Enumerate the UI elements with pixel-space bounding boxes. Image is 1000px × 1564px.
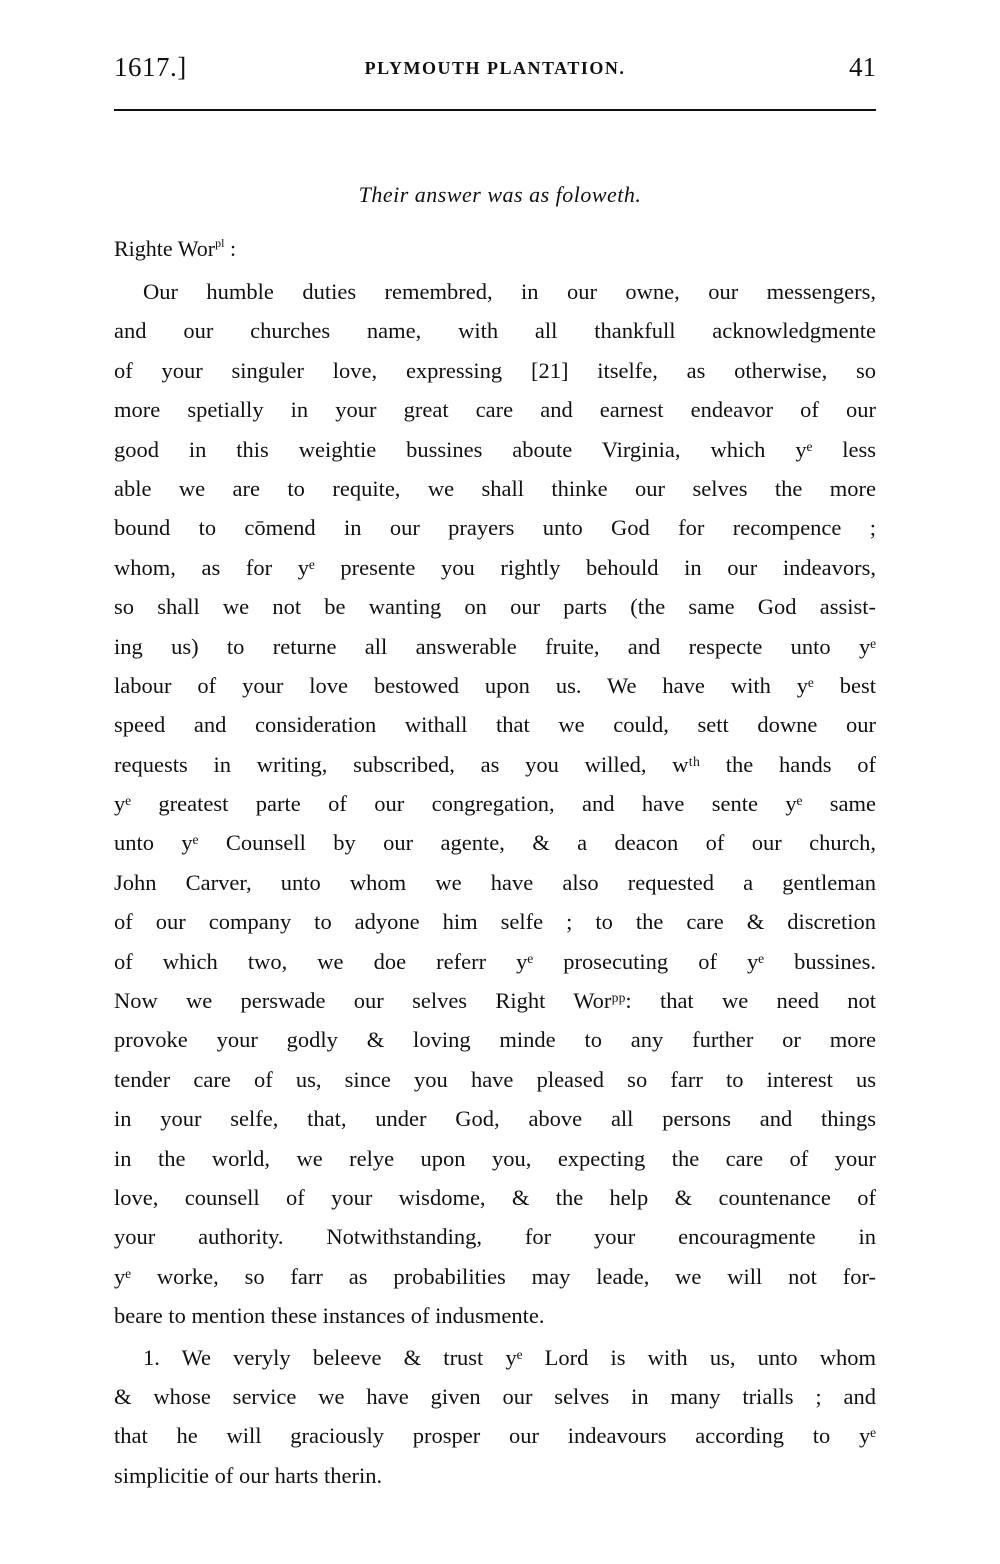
text-line: of which two, we doe referr yᵉ prosecuting of yᵉ bussines. (114, 948, 876, 974)
text-line: bound to cōmend in our prayers unto God for recompence ; (114, 515, 876, 541)
text-line: speed and consideration withall that we could, sett downe our (114, 712, 876, 738)
text-line: requests in writing, subscribed, as you willed, wᵗʰ the hands of (114, 751, 876, 777)
salutation (114, 236, 236, 262)
text-line: simplicitie of our harts therin. (114, 1462, 383, 1488)
paragraph-2 (114, 1338, 876, 1496)
text-line: more spetially in your great care and earnest endeavor of our (114, 397, 876, 423)
text-line: your authority. Notwithstanding, for your encouragmente in (114, 1224, 876, 1250)
salutation-text: Righte Wor (114, 236, 216, 261)
text-line: Our humble duties remembred, in our owne, our messengers, (143, 279, 876, 304)
header-title: PLYMOUTH PLANTATION. (364, 58, 626, 78)
text-line: love, counsell of your wisdome, & the help & countenance of (114, 1184, 876, 1210)
text-line: in your selfe, that, under God, above all persons and things (114, 1106, 876, 1132)
text-line: provoke your godly & loving minde to any further or more (114, 1027, 876, 1053)
text-line: good in this weightie bussines aboute Virginia, which yᵉ less (114, 436, 876, 462)
text-line: tender care of us, since you have pleased so farr to interest us (114, 1066, 876, 1092)
text-line: and our churches name, with all thankfull acknowledgmente (114, 318, 876, 344)
text-line: ing us) to returne all answerable fruite, and respecte unto yᵉ (114, 633, 876, 659)
section-subtitle: Their answer was as foloweth. (358, 182, 642, 207)
salutation-superscript: pl (215, 236, 225, 250)
text-line: in the world, we relye upon you, expecting the care of your (114, 1145, 876, 1171)
text-line: unto yᵉ Counsell by our agente, & a deacon of our church, (114, 830, 876, 856)
text-line: of our company to adyone him selfe ; to the care & discretion (114, 909, 876, 935)
text-line: Now we perswade our selves Right Worᵖᵖ: that we need not (114, 988, 876, 1014)
text-line: that he will graciously prosper our indeavours according to yᵉ (114, 1423, 876, 1449)
text-line: John Carver, unto whom we have also requested a gentleman (114, 869, 876, 895)
letter-body (114, 272, 876, 1495)
text-line: labour of your love bestowed upon us. We have with yᵉ best (114, 672, 876, 698)
text-line: so shall we not be wanting on our parts (the same God assist- (114, 594, 876, 620)
text-line: yᵉ greatest parte of our congregation, and have sente yᵉ same (114, 791, 876, 817)
header-year: 1617.] (114, 52, 187, 82)
text-line: yᵉ worke, so farr as probabilities may leade, we will not for- (114, 1263, 876, 1289)
text-line: whom, as for yᵉ presente you rightly behould in our indeavors, (114, 554, 876, 580)
running-header (114, 52, 876, 92)
text-line: able we are to requite, we shall thinke our selves the more (114, 475, 876, 501)
paragraph-1 (114, 272, 876, 1336)
text-line: of your singuler love, expressing [21] itselfe, as otherwise, so (114, 357, 876, 383)
text-line: beare to mention these instances of indusmente. (114, 1303, 545, 1329)
salutation-colon: : (224, 236, 237, 261)
header-rule (114, 109, 876, 111)
text-line: 1. We veryly beleeve & trust yᵉ Lord is with us, unto whom (143, 1344, 876, 1370)
text-line: & whose service we have given our selves in many trialls ; and (114, 1383, 876, 1409)
page-number: 41 (849, 52, 876, 82)
